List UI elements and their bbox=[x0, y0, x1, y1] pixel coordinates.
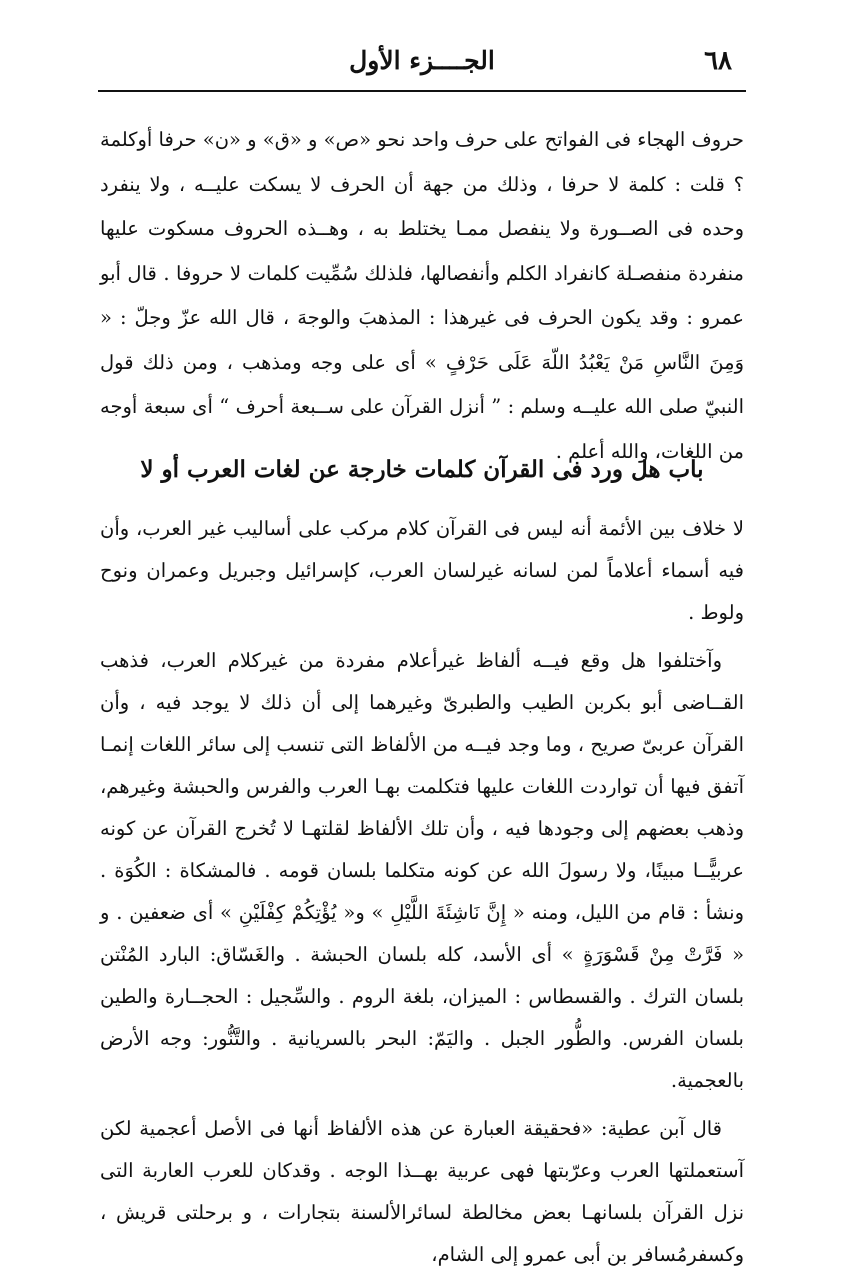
paragraph: لا خلاف بين الأئمة أنه ليس فى القرآن كلام مركب على أساليب غير العرب، وأن فيه أسماء أعلاماً لمن لسانه غيرلسان العرب، كإسرائيل وجبريل وعمران ونوح ولوط . bbox=[100, 517, 744, 624]
running-title: الجــــزء الأول bbox=[349, 46, 495, 75]
section-heading: باب هل ورد فى القرآن كلمات خارجة عن لغات العرب أو لا bbox=[140, 456, 704, 483]
paragraph: قال آبن عطية: «فحقيقة العبارة عن هذه الألفاظ أنها فى الأصل أعجمية لكن آستعملتها العرب وعرّبتها فهى عربية بهــذا الوجه . وقدكان للعرب العاربة التى نزل القرآن بلسانهـا بعض مخالطة لسائرالألسنة بتجارات ، و برحلتى قريش ، وكسفرمُسافر بن أبى عمرو إلى الشام، bbox=[100, 1117, 744, 1266]
section-1-text bbox=[100, 118, 744, 474]
paragraph: وآختلفوا هل وقع فيــه ألفاظ غيرأعلام مفردة من غيركلام العرب، فذهب القــاضى أبو بكربن الطيب والطبرىّ وغيرهما إلى أن ذلك لا يوجد فيه ، وأن القرآن عربىّ صريح ، وما وجد فيــه من الألفاظ التى تنسب إلى سائر اللغات إنمـا آتفق فيها أن تواردت اللغات عليها فتكلمت بهـا العرب والفرس والحبشة وغيرهم، وذهب بعضهم إلى وجودها فيه ، وأن تلك الألفاظ لقلتهـا لا تُخرج القرآن عن كونه عربيًّــا مبينًا، ولا رسولَ الله عن كونه متكلما بلسان قومه . فالمشكاة : الكُوَة . ونشأ : قام من الليل، ومنه « إِنَّ نَاشِئَةَ اللَّيْلِ » و« يُؤْتِكُمْ كِفْلَيْنِ » أى ضعفين . و « فَرَّتْ مِنْ قَسْوَرَةٍ » أى الأسد، كله بلسان الحبشة . والغَسّاق: البارد المُنْتن بلسان الترك . والقسطاس : الميزان، بلغة الروم . والسِّجيل : الحجــارة والطين بلسان الفرس. والطُّور الجبل . واليَمّ: البحر بالسريانية . والتَّنُّور: وجه الأرض بالعجمية. bbox=[100, 649, 744, 1092]
section-2-text bbox=[100, 508, 744, 1288]
page-number: ٦٨ bbox=[704, 46, 732, 76]
page-header bbox=[98, 38, 746, 92]
paragraph: حروف الهجاء فى الفواتح على حرف واحد نحو «ص» و «ق» و «ن» حرفا أوكلمة ؟ قلت : كلمة لا حرفا ، وذلك من جهة أن الحرف لا يسكت عليــه ، ولا ينفرد وحده فى الصــورة ولا ينفصل ممـا يختلط به ، وهــذه الحروف مسكوت عليها منفردة منفصـلة كانفراد الكلم وأنفصالها، فلذلك سُمِّيت كلمات لا حروفا . قال أبو عمرو : وقد يكون الحرف فى غيرهذا : المذهبَ والوجهَ ، قال الله عزّ وجلّ : « وَمِنَ النَّاسِ مَنْ يَعْبُدُ اللّهَ عَلَى حَرْفٍ » أى على وجه ومذهب ، ومن ذلك قول النبيّ صلى الله عليــه وسلم : ” أنزل القرآن على ســبعة أحرف “ أى سبعة أوجه من اللغات، والله أعلم . bbox=[100, 128, 744, 463]
